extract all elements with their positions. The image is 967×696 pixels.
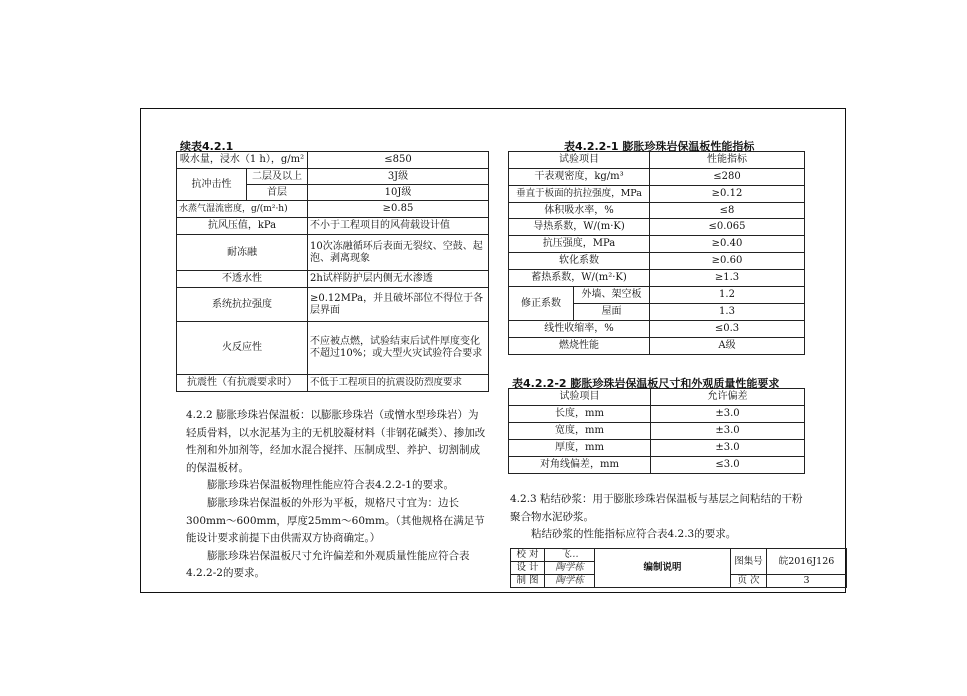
row-sublabel: 外墙、架空板 — [574, 287, 650, 304]
table-row — [509, 186, 805, 203]
draw-label: 制 图 — [511, 575, 545, 588]
row-value: ±3.0 — [651, 423, 805, 440]
row-label: 长度，mm — [509, 406, 651, 423]
atlas-number-label: 图集号 — [731, 549, 767, 575]
table-row — [177, 201, 489, 218]
row-label: 抗风压值，kPa — [177, 218, 308, 235]
paragraph: 膨胀珍珠岩保温板的外形为平板，规格尺寸宜为：边长300mm～600mm，厚度25mm～60mm。（其他规格在满足节能设计要求前提下由供需双方协商确定。） — [186, 496, 485, 545]
row-value: 10J级 — [308, 185, 489, 201]
column-header: 试验项目 — [509, 389, 651, 406]
row-value: ≤0.3 — [650, 321, 805, 338]
row-value: ≥0.60 — [650, 253, 805, 270]
row-label: 火反应性 — [177, 322, 308, 375]
row-label: 导热系数，W/(m·K) — [509, 219, 650, 236]
row-value: ≤850 — [308, 152, 489, 169]
row-label: 软化系数 — [509, 253, 650, 270]
table-row — [509, 253, 805, 270]
row-value: 3J级 — [308, 169, 489, 185]
row-label: 吸水量，浸水（1 h），g/m² — [177, 152, 308, 169]
left-table — [176, 151, 489, 392]
paragraph: 粘结砂浆的性能指标应符合表4.2.3的要求。 — [531, 528, 737, 541]
table-row — [177, 152, 489, 169]
left-table-title: 续表4.2.1 — [180, 140, 234, 153]
row-value: ±3.0 — [651, 406, 805, 423]
row-value: 10次冻融循环后表面无裂纹、空鼓、起泡、剥离现象 — [308, 235, 489, 271]
row-label: 对角线偏差，mm — [509, 457, 651, 474]
row-value: ≥0.12 — [650, 186, 805, 203]
table-row — [177, 169, 489, 185]
column-header: 性能指标 — [650, 152, 805, 169]
row-label: 修正系数 — [509, 287, 574, 321]
table-header-row — [509, 389, 805, 406]
title-block-row — [511, 549, 847, 562]
row-value: ±3.0 — [651, 440, 805, 457]
row-value: 不低于工程项目的抗震设防烈度要求 — [308, 375, 489, 392]
column-header: 允许偏差 — [651, 389, 805, 406]
paragraph: 膨胀珍珠岩保温板物理性能应符合表4.2.2-1的要求。 — [207, 479, 454, 492]
title-block — [510, 548, 847, 588]
table-row — [509, 169, 805, 186]
page-number: 3 — [767, 575, 847, 588]
row-label: 干表观密度，kg/m³ — [509, 169, 650, 186]
page-number-label: 页 次 — [731, 575, 767, 588]
row-label: 不透水性 — [177, 271, 308, 288]
row-label: 体积吸水率，% — [509, 203, 650, 219]
table-row — [509, 321, 805, 338]
row-value: 1.2 — [650, 287, 805, 304]
right-table2 — [508, 388, 805, 474]
row-sublabel: 二层及以上 — [247, 169, 308, 185]
row-label: 厚度，mm — [509, 440, 651, 457]
row-value: ≥0.40 — [650, 236, 805, 253]
row-label: 水蒸气湿流密度，g/(m²·h) — [177, 201, 308, 218]
row-sublabel: 屋面 — [574, 304, 650, 321]
row-value: ≤3.0 — [651, 457, 805, 474]
table-row — [509, 440, 805, 457]
table-row — [177, 235, 489, 271]
table-row — [509, 203, 805, 219]
row-label: 系统抗拉强度 — [177, 288, 308, 322]
row-value: ≥1.3 — [650, 270, 805, 287]
row-label: 垂直于板面的抗拉强度，MPa — [509, 186, 650, 203]
paragraph: 膨胀珍珠岩保温板尺寸允许偏差和外观质量性能应符合表4.2.2-2的要求。 — [186, 549, 470, 580]
table-row — [509, 219, 805, 236]
right-body-text — [510, 491, 806, 544]
drawing-title: 编制说明 — [595, 549, 731, 588]
row-sublabel: 首层 — [247, 185, 308, 201]
row-value: 2h试样防护层内侧无水渗透 — [308, 271, 489, 288]
row-label: 抗压强度，MPa — [509, 236, 650, 253]
row-label: 耐冻融 — [177, 235, 308, 271]
paragraph: 4.2.3 粘结砂浆：用于膨胀珍珠岩保温板与基层之间粘结的干粉聚合物水泥砂浆。 — [510, 493, 803, 523]
table-row — [177, 288, 489, 322]
row-value: 1.3 — [650, 304, 805, 321]
table-row — [509, 423, 805, 440]
design-signature: 陶学栋 — [545, 562, 595, 575]
right-table1 — [508, 151, 805, 355]
table-row — [177, 271, 489, 288]
row-value: ≤280 — [650, 169, 805, 186]
left-body-text — [186, 407, 486, 583]
right-table2-title: 表4.2.2-2 膨胀珍珠岩保温板尺寸和外观质量性能要求 — [512, 377, 780, 390]
row-value: ≥0.85 — [308, 201, 489, 218]
table-row — [509, 287, 805, 304]
row-value: ≥0.12MPa，并且破坏部位不得位于各层界面 — [308, 288, 489, 322]
row-label: 抗冲击性 — [177, 169, 247, 201]
row-value: A级 — [650, 338, 805, 355]
check-label: 校 对 — [511, 549, 545, 562]
table-header-row — [509, 152, 805, 169]
table-row — [509, 338, 805, 355]
table-row — [509, 406, 805, 423]
column-header: 试验项目 — [509, 152, 650, 169]
table-row — [509, 270, 805, 287]
table-row — [509, 457, 805, 474]
row-value: 不应被点燃，试验结束后试件厚度变化不超过10%；或大型火灾试验符合要求 — [308, 322, 489, 375]
row-label: 燃烧性能 — [509, 338, 650, 355]
table-row — [509, 236, 805, 253]
atlas-number: 皖2016J126 — [767, 549, 847, 575]
table-row — [177, 375, 489, 392]
table-row — [177, 218, 489, 235]
draw-signature: 陶学栋 — [545, 575, 595, 588]
row-label: 宽度，mm — [509, 423, 651, 440]
row-label: 蓄热系数，W/(m²·K) — [509, 270, 650, 287]
row-label: 抗震性（有抗震要求时） — [177, 375, 308, 392]
paragraph: 4.2.2 膨胀珍珠岩保温板：以膨胀珍珠岩（或憎水型珍珠岩）为轻质骨料，以水泥基为主的无机胶凝材料（非钢花碱类）、掺加改性剂和外加剂等，经加水混合搅拌、压制成型、养护、切割制成的保温板材。 — [186, 409, 486, 474]
check-signature: 飞… — [545, 549, 595, 562]
right-table1-title: 表4.2.2-1 膨胀珍珠岩保温板性能指标 — [564, 140, 755, 153]
row-value: ≤8 — [650, 203, 805, 219]
table-row — [177, 322, 489, 375]
row-label: 线性收缩率，% — [509, 321, 650, 338]
row-value: 不小于工程项目的风荷载设计值 — [308, 218, 489, 235]
row-value: ≤0.065 — [650, 219, 805, 236]
design-label: 设 计 — [511, 562, 545, 575]
